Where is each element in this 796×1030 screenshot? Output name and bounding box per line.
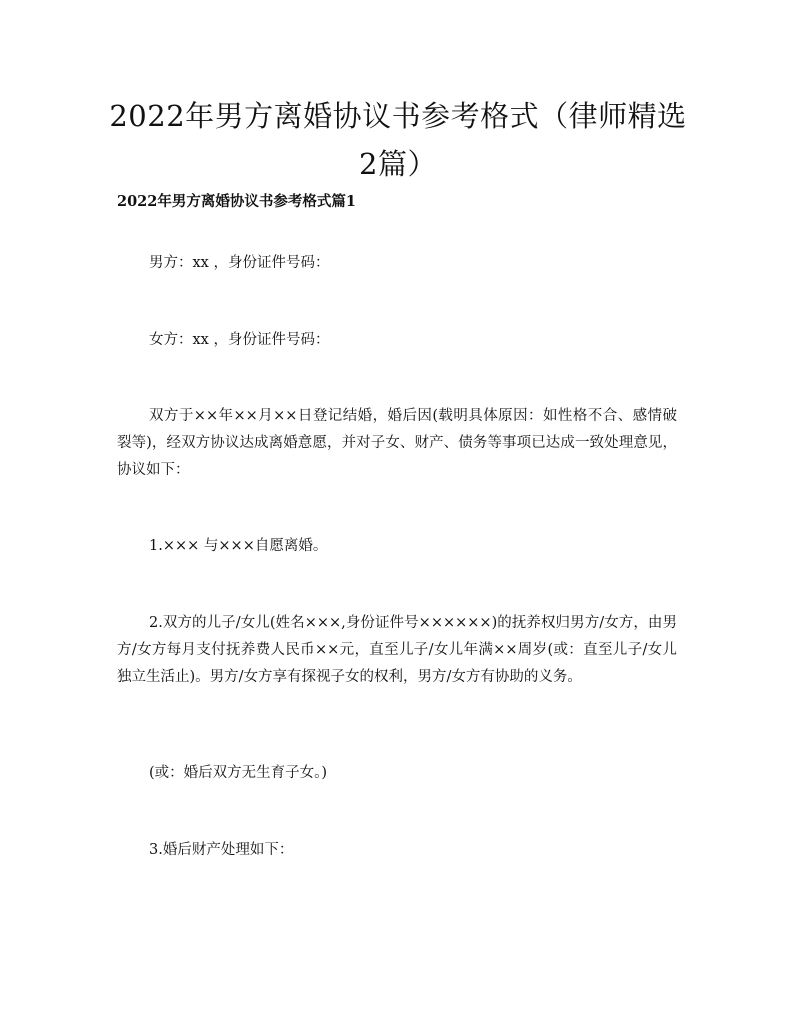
document-title: 2022年男方离婚协议书参考格式（律师精选2篇） bbox=[109, 99, 687, 181]
paragraph-clause-2-alternative: (或：婚后双方无生育子女。) bbox=[149, 765, 328, 781]
paragraph-clause-2: 2.双方的儿子/女儿(姓名×××,身份证件号××××××)的抚养权归男方/女方，由男方/女方每月支付抚养费人民币××元，直至儿子/女儿年满××周岁(或：直至儿子/女儿独立生活止)。男方/女方享有探视子女的权利，男方/女方有协助的义务。 bbox=[117, 615, 677, 685]
paragraph-marriage-background: 双方于××年××月××日登记结婚，婚后因(载明具体原因：如性格不合、感情破裂等)，经双方协议达成离婚意愿，并对子女、财产、债务等事项已达成一致处理意见，协议如下： bbox=[117, 408, 677, 478]
section-heading: 2022年男方离婚协议书参考格式篇1 bbox=[117, 193, 356, 210]
paragraph-clause-1: 1.××× 与×××自愿离婚。 bbox=[149, 538, 328, 554]
paragraph-clause-3: 3.婚后财产处理如下： bbox=[149, 842, 294, 858]
paragraph-wife-info: 女方：xx ，身份证件号码： bbox=[149, 332, 330, 348]
paragraph-husband-info: 男方：xx ，身份证件号码： bbox=[149, 255, 330, 271]
